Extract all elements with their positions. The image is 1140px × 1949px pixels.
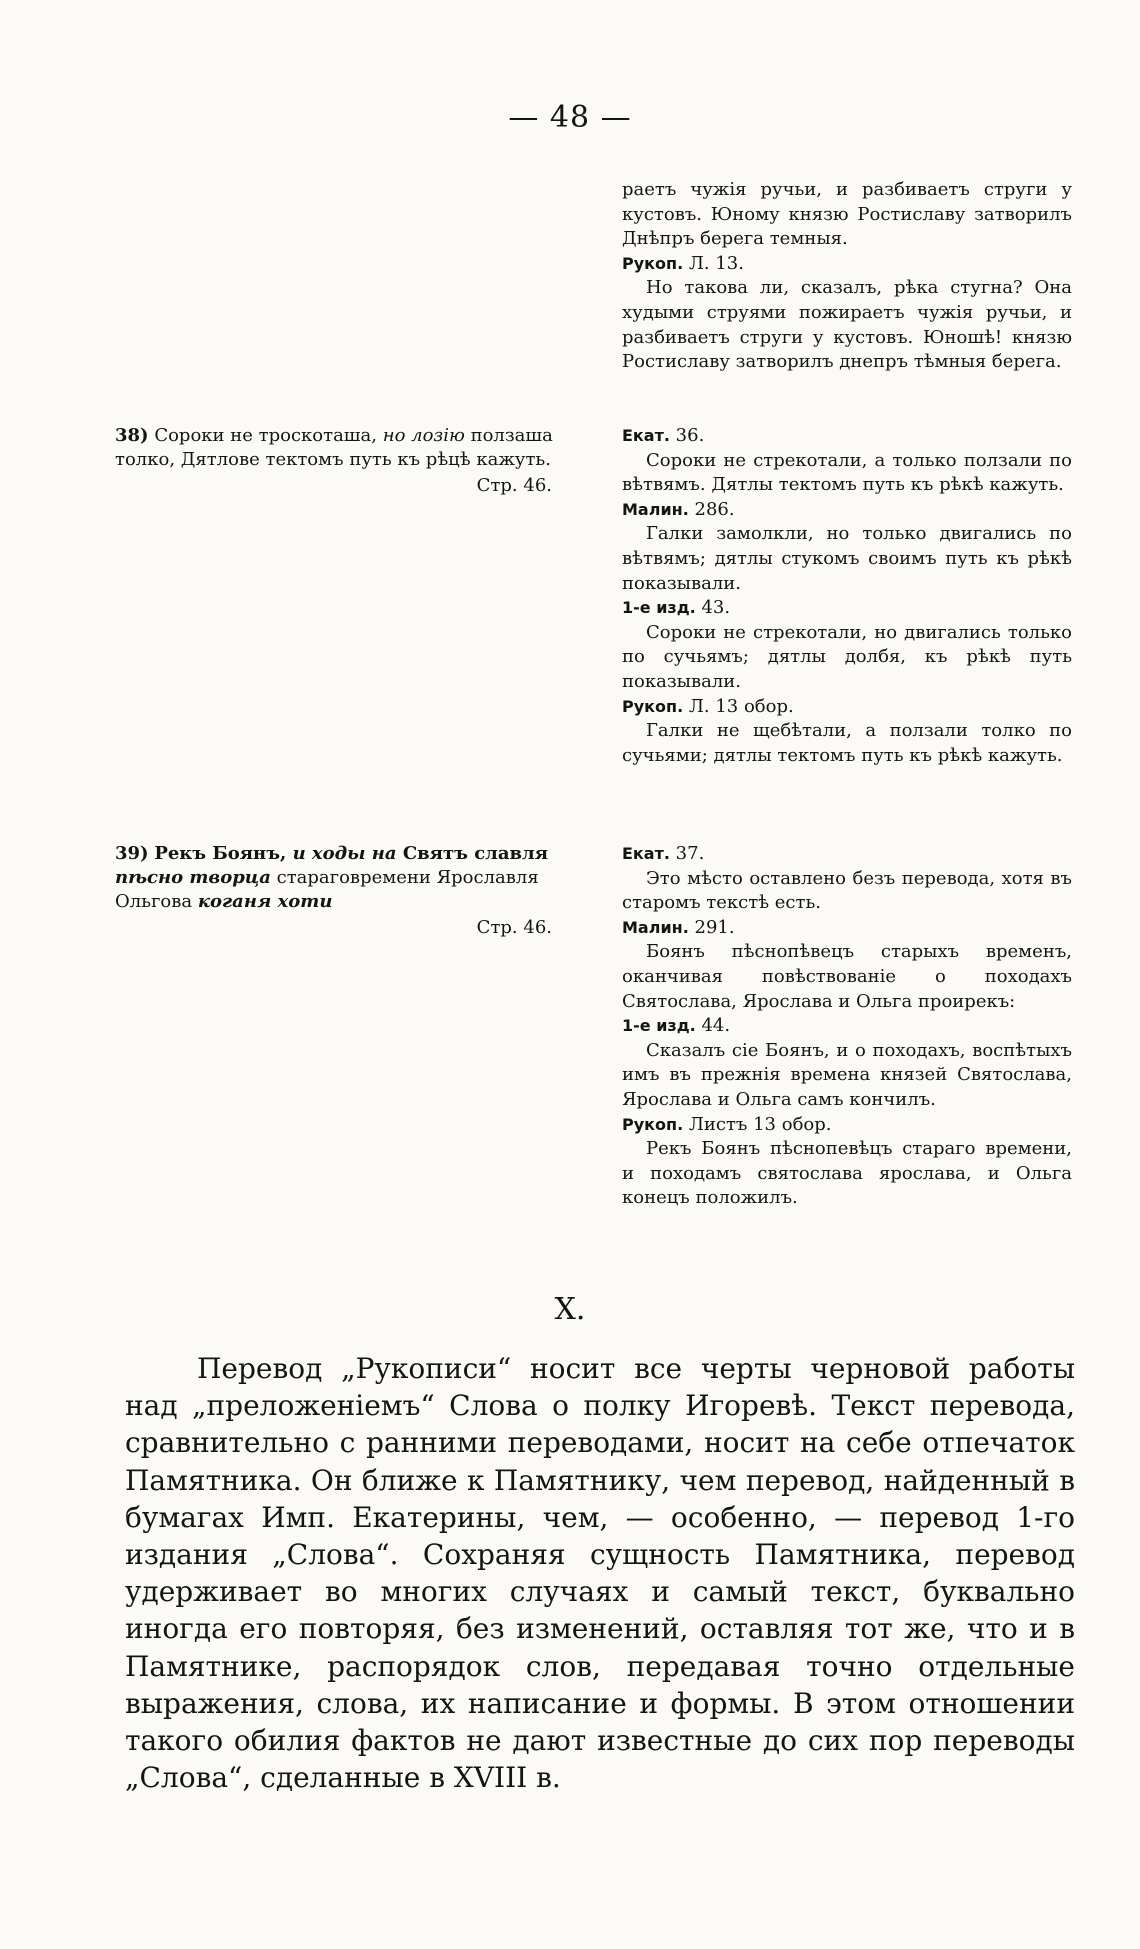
entry-original-italic: пѣсно творца	[115, 867, 271, 888]
variant-text: Но такова ли, сказалъ, рѣка стугна? Она худыми струями пожираетъ чужія ручьи, и разбиваетъ струги у кустовъ. Юношѣ! князю Ростиславу затворилъ днепръ тѣмныя берега.	[622, 277, 1072, 373]
variant-source: Рукоп.	[622, 253, 684, 273]
variant-ref: Л. 13 обор.	[688, 695, 794, 717]
variant-source-line	[622, 1014, 1072, 1039]
variant-text: Сказалъ сіе Боянъ, и о походахъ, воспѣтыхъ имъ въ прежнія времена князей Святослава, Ярослава и Ольга самъ кончилъ.	[622, 1039, 1072, 1110]
variant-source-line	[622, 252, 1072, 277]
entry-38-original	[115, 424, 560, 498]
entry-39-translations	[622, 842, 1072, 1211]
variant-source: Екат.	[622, 844, 670, 863]
variant-source-line	[622, 424, 1072, 449]
variant-source: Рукоп.	[622, 1114, 684, 1134]
variant-text: Рекъ Боянъ пѣснопевѣцъ стараго времени, и походамъ святослава ярослава, и Ольга конецъ положилъ.	[622, 1138, 1072, 1209]
entry-original-text: Рекъ Боянъ,	[154, 843, 293, 864]
variant-source-line	[622, 695, 1072, 720]
variant-source-line	[622, 596, 1072, 621]
entry-number: 39)	[115, 843, 149, 864]
variant-text: Сороки не стрекотали, а только ползали по вѣтвямъ. Дятлы тектомъ путь къ рѣкѣ кажуть.	[622, 449, 1072, 496]
entry-39-original	[115, 842, 560, 940]
variant-text: Боянъ пѣснопѣвецъ старыхъ временъ, оканчивая повѣствованіе о походахъ Святослава, Ярослава и Ольга проирекъ:	[622, 941, 1072, 1012]
variant-source-line	[622, 916, 1072, 941]
entry-38-translations	[622, 424, 1072, 768]
variant-text: Галки не щебѣтали, а ползали толко по сучьями; дятлы тектомъ путь къ рѣкѣ кажуть.	[622, 720, 1072, 766]
continuation-text: раетъ чужія ручьи, и разбиваетъ струги у кустовъ. Юному князю Ростиславу затворилъ Днѣпръ берега темныя.	[622, 179, 1072, 250]
variant-text: Сороки не стрекотали, но двигались только по сучьямъ; дятлы долбя, къ рѣкѣ путь показывали.	[622, 621, 1072, 692]
variant-text: Галки замолкли, но только двигались по вѣтвямъ; дятлы стукомъ своимъ путь къ рѣкѣ показывали.	[622, 523, 1072, 594]
variant-source-line	[622, 498, 1072, 523]
variant-ref: 37.	[675, 843, 705, 864]
page-number: — 48 —	[508, 100, 632, 135]
variant-source: Малин.	[622, 499, 689, 519]
variant-ref: 44.	[701, 1015, 731, 1037]
entry-original-italic: и ходы на	[292, 843, 397, 864]
entry-page-ref: Стр. 46.	[476, 917, 552, 938]
variant-source: Екат.	[622, 426, 670, 445]
section-numeral: X.	[554, 1292, 586, 1327]
entry-original-text: ползаша толко, Дятлове тектомъ путь къ рѣцѣ кажуть.	[115, 425, 553, 470]
entry-page-ref: Стр. 46.	[476, 475, 552, 496]
variant-ref: Л. 13.	[688, 252, 744, 274]
variant-ref: 291.	[694, 916, 735, 938]
variant-source: 1-е изд.	[622, 1016, 696, 1036]
variant-source: 1-е изд.	[622, 598, 696, 618]
continuation-block	[622, 178, 1072, 375]
variant-source: Рукоп.	[622, 696, 684, 716]
variant-ref: 36.	[675, 425, 705, 446]
main-paragraph: Перевод „Рукописи“ носит все черты черновой работы над „преложеніемъ“ Слова о полку Игоревѣ. Текст перевода, сравнительно с ранними переводами, носит на себе отпечаток Памятника. Он ближе к Памятнику, чем перевод, найденный в бумагах Имп. Екатерины, чем, — особенно, — перевод 1-го издания „Слова“. Сохраняя сущность Памятника, перевод удерживает во многих случаях и самый текст, буквально иногда его повторяя, без изменений, оставляя тот же, что и в Памятнике, распорядок слов, передавая точно отдельные выражения, слова, их написание и формы. В этом отношении такого обилия фактов не дают известные до сих пор переводы „Слова“, сделанные в XVIII в.	[125, 1352, 1075, 1795]
variant-source-line	[622, 842, 1072, 867]
entry-original-italic: коганя хоти	[197, 891, 333, 912]
entry-original-text: стараговремени Ярославля Ольгова	[115, 867, 539, 912]
variant-text: Это мѣсто оставлено безъ перевода, хотя въ старомъ текстѣ есть.	[622, 867, 1072, 914]
variant-ref: 286.	[694, 498, 735, 520]
variant-source: Малин.	[622, 917, 689, 937]
entry-original-text: Святъ славля	[396, 843, 548, 864]
variant-source-line	[622, 1113, 1072, 1138]
entry-number: 38)	[115, 425, 149, 446]
variant-ref: 43.	[701, 597, 731, 619]
entry-original-text: Сороки не троскоташа,	[154, 425, 383, 446]
entry-original-italic: но лозію	[382, 425, 465, 446]
variant-ref: Листъ 13 обор.	[688, 1113, 832, 1135]
